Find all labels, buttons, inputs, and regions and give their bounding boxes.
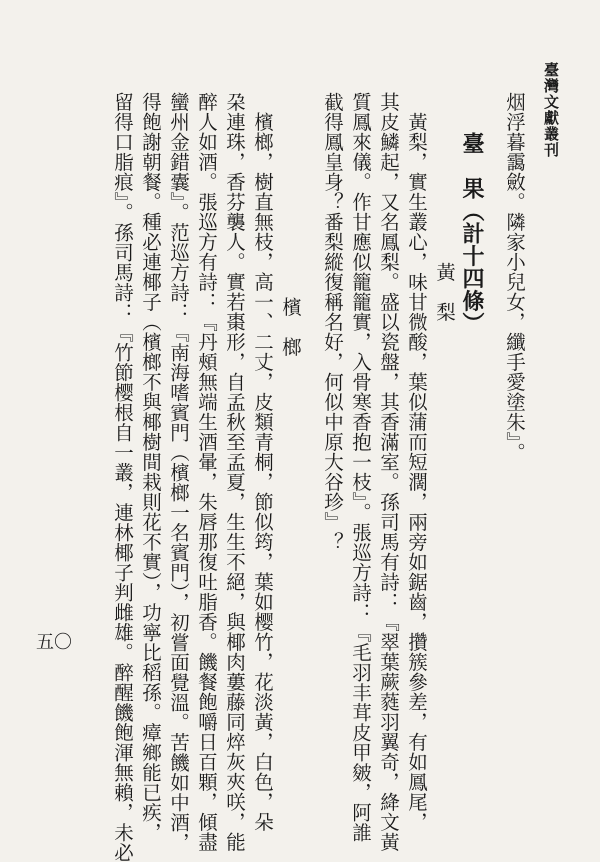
- text-line: 其皮鱗起，又名鳳梨。盛以瓷盤，其香滿室。孫司馬有詩：『翠葉蕨蕤羽翼奇，絳文黃: [377, 92, 400, 852]
- text-line: 朶連珠，香芬襲人。實若棗形，自孟秋至孟夏，生生不絕，與椰肉蔞藤同焠灰夾咲，能: [223, 92, 246, 852]
- text-line: 蠻州金錯囊』。范巡方詩：『南海嗜賓門（檳榔一名賓門），初嘗面覺溫。苦饑如中酒，: [167, 92, 190, 853]
- text-line: 檳榔，樹直無枝，高一、二丈，皮類青桐，節似筠，葉如樱竹，花淡黃，白色，朵: [251, 112, 274, 832]
- vertical-text-body: [58, 92, 528, 862]
- text-line: 黃梨，實生叢心，味甘微酸，葉似蒲而短濶，兩旁如鋸齒，攢簇參差，有如鳳尾，: [405, 112, 428, 832]
- text-line: 留得口脂痕』。孫司馬詩：『竹節樱根自一叢，連林椰子判雌雄。醉醒饑飽渾無賴，未必: [111, 92, 134, 862]
- section-heading: 臺 果（計十四條）: [459, 132, 485, 335]
- page-number: 五〇: [36, 632, 72, 653]
- text-line: 截得鳳皇身？番梨縱復稱名好，何似中原大谷珍』？: [321, 92, 344, 552]
- text-line: 得飽謝朝餐。種必連椰子（檳榔不與椰樹間栽則花不實），功寧比稻孫。瘴鄉能已疾，: [139, 92, 162, 843]
- text-line: 烟浮暮靄斂。隣家小兒女，纖手愛塗朱』。: [503, 92, 526, 463]
- subheading-huangli: 黃 梨: [433, 262, 456, 322]
- text-line: 醉人如酒。張巡方有詩：『丹頰無端生酒暈，朱唇那復吐脂香。饑餐飽嚼日百顆，傾盡: [195, 92, 218, 852]
- running-header: 臺灣文獻叢刊: [542, 62, 560, 158]
- text-line: 質鳳來儀。作甘應似籠籠實，入骨寒香抱一枝』。張巡方詩：『毛羽丰茸皮甲皴，阿誰: [349, 92, 372, 843]
- subheading-binglang: 檳 榔: [279, 297, 302, 357]
